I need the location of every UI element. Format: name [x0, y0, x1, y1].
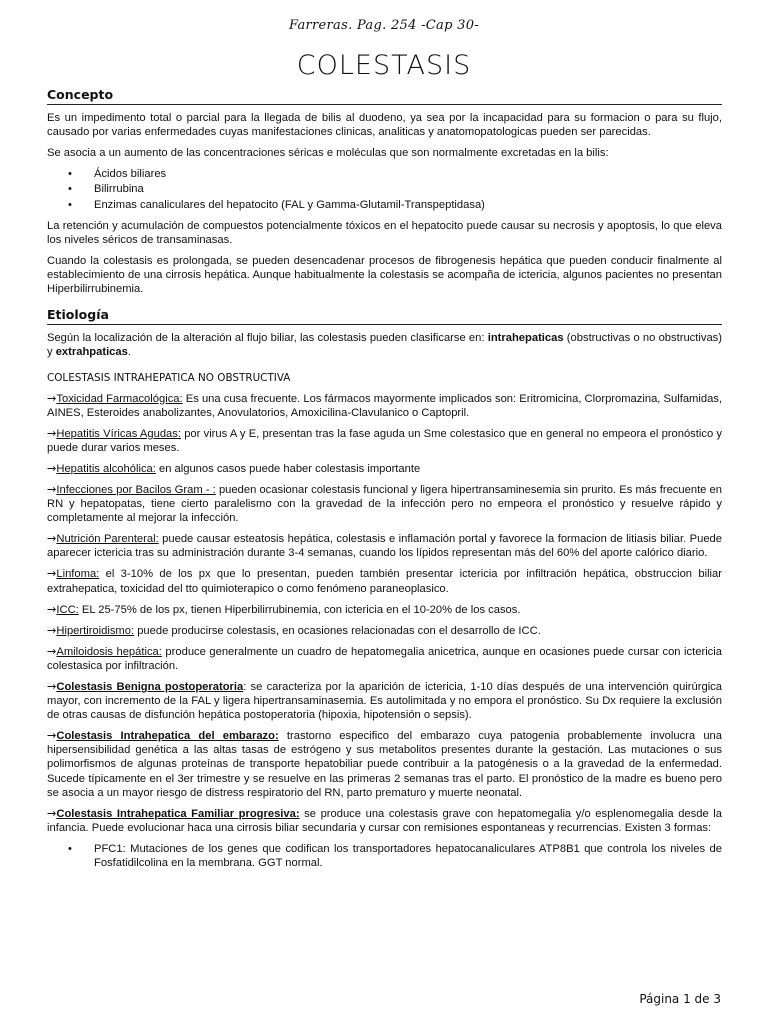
- etiology-item-text: Es una cusa frecuente. Los fármacos mayormente implicados son: Eritromicina, Clorpromazina, Sulfamidas, AINES, Esteroides anabolizantes, Anovulatorios, Amoxicilina-Clavulanico o Captopril.: [47, 392, 722, 419]
- intro-text: (obstructivas o no obstructivas) y: [47, 332, 722, 359]
- arrow-icon: →: [47, 567, 57, 581]
- etiology-item: [47, 624, 722, 638]
- document-body: [47, 88, 722, 877]
- source-note: Farreras. Pag. 254 -Cap 30-: [289, 18, 479, 33]
- paragraph: Se asocia a un aumento de las concentraciones séricas e moléculas que son normalmente excretadas en la bilis:: [47, 147, 609, 160]
- etiology-item-label: Hipertiroidismo:: [56, 624, 135, 637]
- etiology-item: [47, 680, 722, 722]
- etiology-item-label: Hepatitis alcohólica:: [56, 462, 156, 475]
- etiology-item-label: Infecciones por Bacilos Gram - :: [56, 483, 216, 496]
- etiology-item-text: : se caracteriza por la aparición de ictericia, 1-10 días después de una intervención quirúrgica mayor, con incremento de la FAL y ligera hipertransaminasemia. Es autolimitada y no empora el pronóstico. Su Dx requiere la exclusión de otras causas de disfunción hepática postoperatoria (hipoxia, hipotensión o sepsis).: [47, 681, 722, 722]
- arrow-icon: →: [47, 623, 57, 637]
- etiology-item-text: se produce una colestasis grave con hepatomegalia y/o esplenomegalia desde la infancia. Puede evolucionar haca una cirrosis biliar secundaria y cursar con remisiones espontaneas y recurrencias. Existen 3 formas:: [47, 807, 722, 834]
- arrow-icon: →: [47, 391, 57, 405]
- etiology-item: [47, 532, 722, 560]
- etiology-item: [47, 729, 722, 799]
- etiology-item-label: Hepatitis Víricas Agudas:: [56, 427, 181, 440]
- etiology-item: [47, 603, 722, 617]
- paragraph: La retención y acumulación de compuestos potencialmente tóxicos en el hepatocito puede causar su necrosis y apoptosis, lo que eleva los niveles séricos de transaminasas.: [47, 219, 722, 246]
- intro-text: .: [127, 346, 131, 359]
- arrow-icon: →: [47, 602, 57, 616]
- etiology-item: [47, 483, 722, 525]
- etiology-item-text: el 3-10% de los px que lo presentan, pueden también presentar ictericia por infiltración hepática, obstruccion biliar extrahepatica, toxicidad del tto quimioterapico o como fenómeno paraneoplasico.: [47, 568, 722, 595]
- etiology-item: [47, 645, 722, 673]
- etiology-item-text: pueden ocasionar colestasis funcional y ligera hipertransaminesemia sin prurito. Es más frecuente en RN y hepatopatas, tiene cierto paralelismo con la gravedad de la infección pero no empeora el pronóstico y resuelve rápido y completamente al mejorar la infección.: [47, 483, 722, 525]
- pfc-bullet-list: [47, 842, 722, 870]
- section-heading-etiologia: Etiología: [47, 308, 722, 325]
- etiology-item-label: Linfoma:: [56, 568, 100, 581]
- intrahepaticas-term: intrahepaticas: [487, 332, 564, 345]
- page-number: Página 1 de 3: [639, 992, 721, 1006]
- etiology-item-label: Nutrición Parenteral:: [56, 533, 159, 546]
- list-item: • Ácidos biliares: [47, 167, 722, 181]
- list-item: • PFC1: Mutaciones de los genes que codifican los transportadores hepatocanaliculares ATP8B1 que controla los niveles de Fosfatidilcolina en la membrana. GGT normal.: [47, 842, 722, 870]
- page-title: COLESTASIS: [296, 50, 472, 81]
- etiology-item: [47, 807, 722, 835]
- arrow-icon: →: [47, 532, 57, 546]
- arrow-icon: →: [47, 806, 57, 820]
- list-item: • Bilirrubina: [47, 182, 722, 196]
- intro-text: Según la localización de la alteración al flujo biliar, las colestasis pueden clasificarse en:: [47, 332, 488, 345]
- etiology-item-list: [47, 392, 722, 835]
- etiology-item-text: trastorno especifico del embarazo cuya patogenia probablemente involucra una hipersensibilidad genética a las altas tasas de estrógeno y sus metabolitos presentes durante la gestación. Las mutaciones o sus polimorfismos de algunas proteínas de transporte hepatobiliar puede contribuir a la patogénesis o a la gravedad de la enfermedad. Sucede típicamente en el 3er trimestre y se resuelve en las primeras 2 semanas tras el parto. El pronóstico de la madre es bueno pero se asocia a un mayor riesgo de distress respiratorio del RN, parto prematuro y muerte neonatal.: [47, 730, 722, 799]
- list-item: • Enzimas canaliculares del hepatocito (FAL y Gamma-Glutamil-Transpeptidasa): [47, 198, 722, 212]
- paragraph: Cuando la colestasis es prolongada, se pueden desencadenar procesos de fibrogenesis hepática que pueden conducir finalmente al establecimiento de una cirrosis hepática. Aunque habitualmente la colestasis se acompaña de ictericia, algunos pacientes no presentan Hiperbilirrubinemia.: [47, 254, 722, 296]
- etiology-item-text: en algunos casos puede haber colestasis importante: [155, 462, 421, 475]
- arrow-icon: →: [47, 680, 57, 693]
- etiology-item-label: Colestasis Intrahepatica del embarazo:: [56, 730, 279, 743]
- etiology-item: [47, 462, 722, 476]
- etiology-item-label: Toxicidad Farmacológica:: [56, 392, 183, 405]
- extrahepaticas-term: extrahpaticas: [55, 346, 128, 359]
- etiology-item-text: puede producirse colestasis, en ocasiones relacionadas con el desarrollo de ICC.: [134, 624, 541, 637]
- etiology-item: [47, 392, 722, 420]
- paragraph: Es un impedimento total o parcial para la llegada de bilis al duodeno, ya sea por la incapacidad para su formacion o para su flujo, causado por varias enfermedades cuyas manifestaciones clinicas, analiticas y anatomopatologicas pueden ser parecidas.: [47, 112, 722, 139]
- etiology-item: [47, 567, 722, 595]
- arrow-icon: →: [47, 461, 57, 475]
- etiology-item-label: Amiloidosis hepática:: [56, 645, 162, 658]
- paragraph-etiologia-intro: [47, 331, 722, 359]
- arrow-icon: →: [47, 729, 57, 743]
- etiology-item-label: Colestasis Benigna postoperatoria: [56, 681, 244, 693]
- etiology-item: [47, 427, 722, 455]
- subsection-heading: COLESTASIS INTRAHEPATICA NO OBSTRUCTIVA: [47, 372, 291, 385]
- arrow-icon: →: [47, 644, 57, 658]
- etiology-item-text: EL 25-75% de los px, tienen Hiperbilirrubinemia, con ictericia en el 10-20% de los casos.: [78, 603, 521, 616]
- section-heading-concepto: Concepto: [47, 88, 722, 105]
- etiology-item-label: ICC:: [56, 603, 79, 616]
- etiology-item-text: puede causar esteatosis hepática, colestasis e inflamación portal y favorece la formacion de litiasis biliar. Puede aparecer ictericia tras su administración durante 3-4 semanas, cuando los lípidos representan más del 60% del aporte calórico diario.: [47, 533, 723, 560]
- etiology-item-label: Colestasis Intrahepatica Familiar progresiva:: [56, 807, 300, 820]
- arrow-icon: →: [47, 426, 57, 440]
- bullet-list: [47, 167, 722, 211]
- etiology-item-text: por virus A y E, presentan tras la fase aguda un Sme colestasico que en general no empeora el pronóstico y puede durar varios meses.: [47, 427, 722, 454]
- arrow-icon: →: [47, 482, 57, 496]
- etiology-item-text: produce generalmente un cuadro de hepatomegalia anicetrica, aunque en ocasiones puede cursar con ictericia colestasica por infiltración.: [47, 645, 722, 672]
